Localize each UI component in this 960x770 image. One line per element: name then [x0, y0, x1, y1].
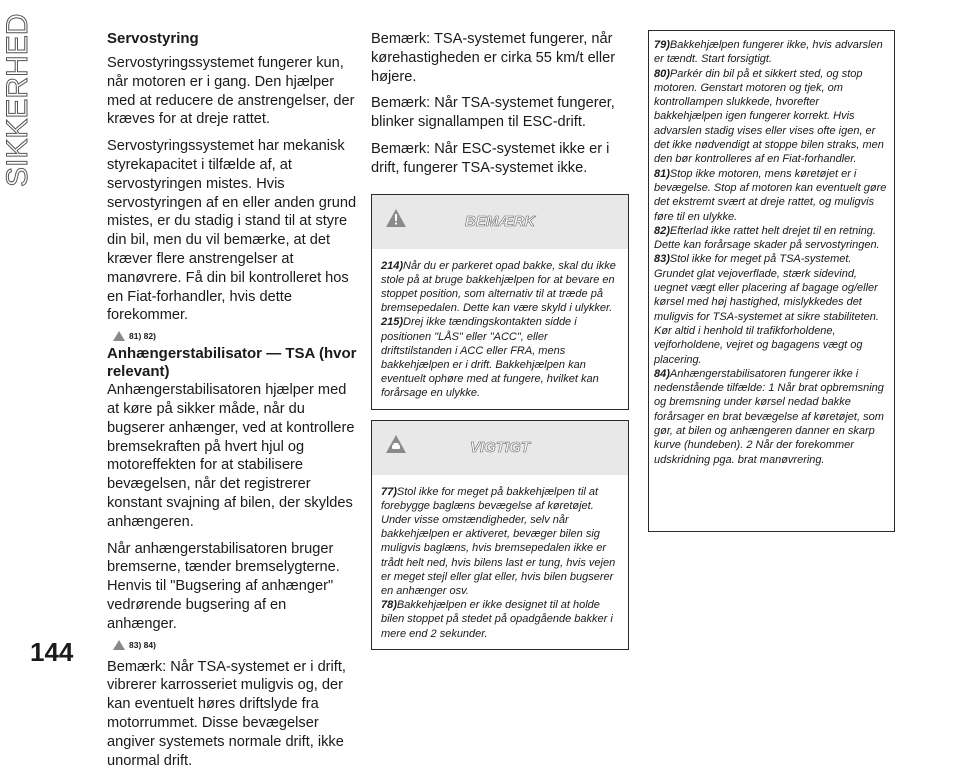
- paragraph: Anhængerstabilisatoren hjælper med at køre på sikker måde, når du bugserer anhænger, ved at kontrollere bremsekraften på hvert hjul og motoreffekten for at stabilisere bevægelsen, når det registrerer konstant svajning af bilen, der skyldes anhængeren.: [107, 382, 355, 530]
- note-box-vigtigt: [371, 420, 629, 650]
- reference-marker: [113, 640, 359, 650]
- note-box-title: BEMÆRK: [465, 212, 535, 230]
- section-side-label-text: SIKKERHED: [1, 13, 34, 187]
- paragraph: Bemærk: Når ESC-systemet ikke er i drift, fungerer TSA-systemet ikke.: [371, 140, 610, 176]
- reference-numbers: 83) 84): [129, 639, 156, 650]
- note-item: 79)Bakkehjælpen fungerer ikke, hvis advarslen er tændt. Start forsigtigt.: [654, 39, 883, 66]
- paragraph: Når anhængerstabilisatoren bruger bremserne, tænder bremselygterne. Henvis til "Bugsering af anhænger" vedrørende bugsering af en anhænger.: [107, 540, 340, 632]
- reference-marker: [113, 331, 359, 341]
- column-2: [371, 30, 629, 650]
- paragraph: Bemærk: Når TSA-systemet fungerer, blinker signallampen til ESC-drift.: [371, 95, 615, 131]
- paragraph: Bemærk: TSA-systemet fungerer, når kørehastigheden er cirka 55 km/t eller højere.: [371, 31, 616, 85]
- note-item: 84)Anhængerstabilisatoren fungerer ikke i nedenstående tilfælde: 1 Når brat opbremsning og bremsning under kørsel nedad bakke forårsager en brat bevægelse af køretøjet, som gør, at bilen og anhængeren danner en skarp kurve (hundeben). 2 Når der forekommer udskridning pga. brat manøvrering.: [654, 367, 884, 466]
- column-3-notes: [648, 30, 895, 532]
- heading-servostyring: Servostyring: [107, 30, 199, 47]
- note-box-bemaerk: [371, 194, 629, 410]
- warning-triangle-icon: [113, 331, 125, 341]
- note-box-title: VIGTIGT: [470, 438, 530, 456]
- note-box-header: [372, 195, 628, 249]
- column-1: [107, 30, 359, 770]
- note-item: 82)Efterlad ikke rattet helt drejet til en retning. Dette kan forårsage skader på servostyringen.: [654, 224, 880, 252]
- note-box-body: [372, 249, 628, 409]
- paragraph: Servostyringssystemet fungerer kun, når motoren er i gang. Den hjælper med at reducere de anstrengelser, der kræves for at dreje rattet.: [107, 55, 355, 128]
- note-box-header: [372, 421, 628, 475]
- warning-triangle-icon: [113, 640, 125, 650]
- note-item: 81)Stop ikke motoren, mens køretøjet er i bevægelse. Stop af motoren kan eventuelt gøre det ekstremt svært at dreje rattet, og muligvis føre til en ulykke.: [654, 167, 887, 223]
- note-item: 80)Parkér din bil på et sikkert sted, og stop motoren. Genstart motoren og tjek, om kontrollampen slukkede, hvorefter bakkehjælpen igen fungerer korrekt. Hvis advarslen stadig vises eller vises ofte igen, er det ikke nødvendigt at stoppe bilen straks, men den bør kontrolleres af en Fiat-forhandler.: [654, 67, 884, 166]
- note-item: 78)Bakkehjælpen er ikke designet til at holde bilen stoppet på stedet på opadgående bakker i mere end 2 sekunder.: [381, 599, 613, 640]
- reference-numbers: 81) 82): [129, 331, 156, 342]
- note-item: 77)Stol ikke for meget på bakkehjælpen til at forebygge baglæns bevægelse af køretøjet. Under visse omstændigheder, selv når bakkehjælpen er aktiveret, bevæger bilen sig muligvis baglæns, hvis bremsepedalen ikke er trådt helt ned, hvis bilens last er tung, hvis vejen er meget stejl eller glat eller, hvis bilen bugserer en anhænger osv.: [381, 485, 616, 598]
- paragraph: Bemærk: Når TSA-systemet er i drift, vibrerer karrosseriet muligvis og, der kan eventuelt høres driftslyde fra motorrummet. Disse bevægelser angiver systemets normale drift, ikke unormal drift.: [107, 658, 346, 769]
- note-item: 214)Når du er parkeret opad bakke, skal du ikke stole på at bruge bakkehjælpen for at bevare en stoppet position, som alternativ til at træde på bremsepedalen. Dette kan være skyld i ulykker.: [381, 259, 616, 315]
- paragraph: Servostyringssystemet har mekanisk styrekapacitet i tilfælde af, at servostyringen mistes. Hvis servostyringen af en eller anden grund mistes, er du stadig i stand til at styre din bil, men du vil bemærke, at det kræver flere anstrengelser at manøvrere. Få din bil kontrolleret hos en Fiat-forhandler, hvis dette forekommer.: [107, 138, 357, 324]
- note-box-body: [372, 475, 628, 649]
- note-item: 215)Drej ikke tændingskontakten sidde i positionen "LÅS" eller "ACC", eller driftstilstanden i ACC eller FRA, mens bakkehjælpen er i drift. Bakkehjælpen kan eventuelt ophøre med at fungere, hvilket kan forårsage en ulykke.: [381, 316, 599, 400]
- heading-tsa: Anhængerstabilisator — TSA (hvor relevant): [107, 345, 357, 381]
- page-number: 144: [30, 637, 74, 667]
- section-side-label: [1, 13, 80, 187]
- note-item: 83)Stol ikke for meget på TSA-systemet. Grundet glat vejoverflade, stærk sidevind, uegnet vægt eller placering af bagage og/eller kørsel med høj hastighed, mislykkedes det muligvis for TSA-systemet at sikre stabiliteten. Kør altid i henhold til trafikforholdene, vejforholdene, vejret og bagagens vægt og placering.: [654, 253, 879, 366]
